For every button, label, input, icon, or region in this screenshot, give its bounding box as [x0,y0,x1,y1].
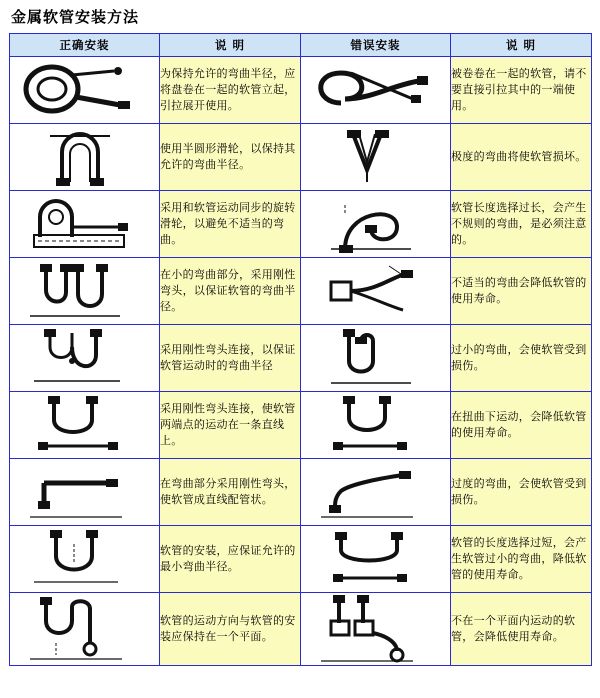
semicircular-sheave-guide-icon [10,126,159,188]
figure-cell-wrong [301,459,451,526]
figure-cell-wrong [301,526,451,593]
figure-cell-correct [10,325,160,392]
description-correct: 采用刚性弯头连接，使软管两端点的运动在一条直线上。 [160,392,301,459]
excessive-bend-at-elbow-icon [301,461,450,523]
description-correct: 为保持允许的弯曲半径，应将盘卷在一起的软管立起，引拉展开使用。 [160,57,301,124]
minimum-bend-radius-u-hose-icon [10,528,159,590]
rigid-elbow-u-loop-icon [10,327,159,389]
figure-cell-wrong [301,325,451,392]
coiled-hose-pulled-straight-icon [301,59,450,121]
header-correct-installation: 正确安装 [10,34,160,57]
table-row [10,593,592,666]
header-correct-description: 说 明 [160,34,301,57]
sharp-v-bend-hose-icon [301,126,450,188]
description-correct: 使用半圆形滑轮，以保持其允许的弯曲半径。 [160,124,301,191]
table-row [10,459,592,526]
too-small-bend-radius-icon [301,327,450,389]
description-wrong: 过小的弯曲，会使软管受到损伤。 [451,325,592,392]
hose-installation-table [9,33,592,666]
overlong-hose-small-bend-icon [301,528,450,590]
figure-cell-correct [10,593,160,666]
description-wrong: 软管的长度选择过短，会产生软管过小的弯曲，降低软管的使用寿命。 [451,526,592,593]
improper-bend-at-fitting-icon [301,260,450,322]
description-wrong: 极度的弯曲将使软管损坏。 [451,124,592,191]
table-row [10,392,592,459]
table-row [10,124,592,191]
table-row [10,191,592,258]
header-wrong-description: 说 明 [451,34,592,57]
table-row [10,526,592,593]
description-correct: 在弯曲部分采用刚性弯头，使软管成直线配管状。 [160,459,301,526]
description-correct: 采用和软管运动同步的旋转滑轮，以避免不适当的弯曲。 [160,191,301,258]
description-correct: 软管的运动方向与软管的安装应保持在一个平面。 [160,593,301,666]
motion-out-of-plane-icon [301,593,450,665]
description-wrong: 不适当的弯曲会降低软管的使用寿命。 [451,258,592,325]
coiled-hose-on-spool-icon [10,59,159,121]
figure-cell-correct [10,124,160,191]
description-wrong: 被卷卷在一起的软管，请不要直接引拉其中的一端使用。 [451,57,592,124]
description-wrong: 软管长度选择过长，会产生不规则的弯曲，是必须注意的。 [451,191,592,258]
figure-cell-correct [10,57,160,124]
figure-cell-correct [10,526,160,593]
figure-cell-correct [10,459,160,526]
table-row [10,325,592,392]
rigid-elbow-small-bend-icon [10,260,159,322]
description-correct: 在小的弯曲部分，采用刚性弯头，以保证软管的弯曲半径。 [160,258,301,325]
figure-cell-wrong [301,593,451,666]
rotating-sheave-with-chain-icon [10,193,159,255]
figure-cell-wrong [301,57,451,124]
figure-cell-correct [10,191,160,258]
figure-cell-correct [10,392,160,459]
table-header-row [10,34,592,57]
header-wrong-installation: 错误安装 [301,34,451,57]
description-correct: 采用刚性弯头连接，以保证软管运动时的弯曲半径 [160,325,301,392]
elbow-straight-pipe-layout-icon [10,461,159,523]
figure-cell-correct [10,258,160,325]
description-wrong: 不在一个平面内运动的软管，会降低使用寿命。 [451,593,592,666]
overlong-hose-irregular-bend-icon [301,193,450,255]
table-row [10,258,592,325]
figure-cell-wrong [301,258,451,325]
description-wrong: 过度的弯曲，会使软管受到损伤。 [451,459,592,526]
rigid-elbows-straight-line-motion-icon [10,394,159,456]
description-wrong: 在扭曲下运动，会降低软管的使用寿命。 [451,392,592,459]
description-correct: 软管的安装，应保证允许的最小弯曲半径。 [160,526,301,593]
torsional-bend-motion-icon [301,394,450,456]
figure-cell-wrong [301,124,451,191]
table-row [10,57,592,124]
motion-in-same-plane-icon [10,593,159,665]
page-title: 金属软管安装方法 [11,8,140,26]
figure-cell-wrong [301,392,451,459]
figure-cell-wrong [301,191,451,258]
